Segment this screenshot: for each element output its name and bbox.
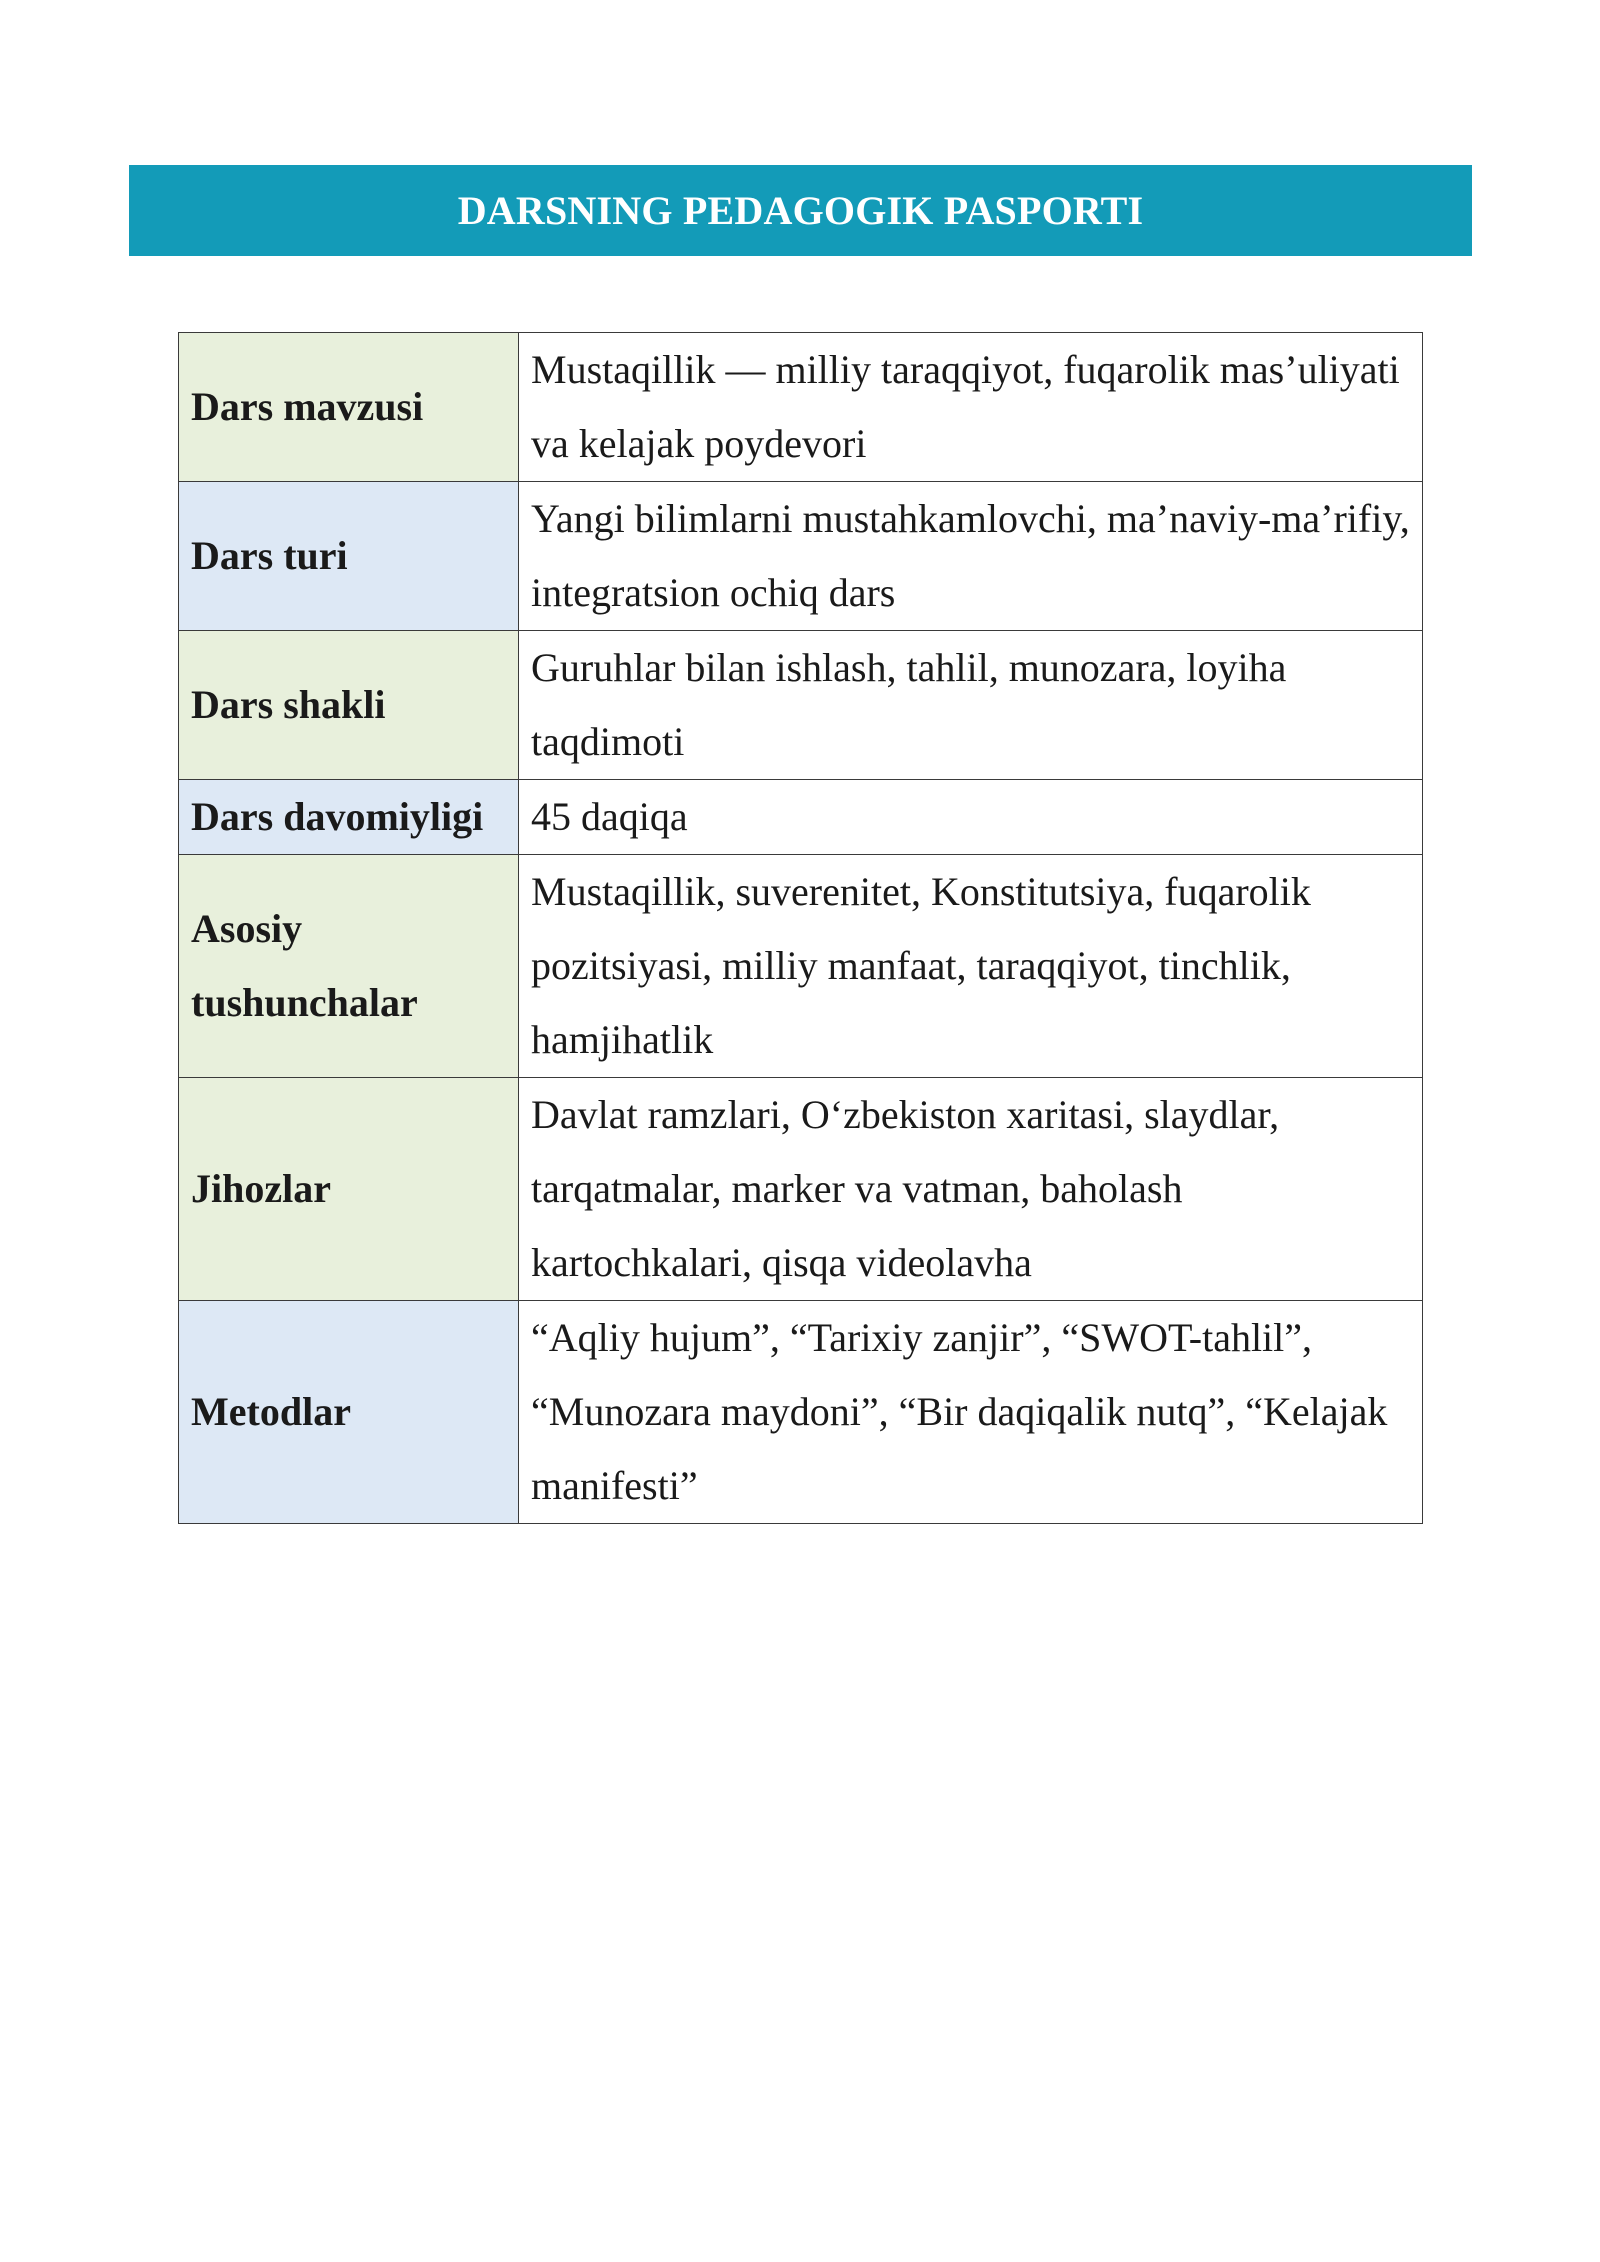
row-label: Dars davomiyligi [179, 780, 519, 855]
row-label: Dars turi [179, 482, 519, 631]
row-value: Mustaqillik, suverenitet, Konstitutsiya, fuqarolik pozitsiyasi, milliy manfaat, taraqqiyot, tinchlik, hamjihatlik [519, 855, 1423, 1078]
row-label: Asosiy tushunchalar [179, 855, 519, 1078]
row-label: Dars mavzusi [179, 333, 519, 482]
table-row [179, 333, 1423, 482]
table-row [179, 482, 1423, 631]
row-label: Metodlar [179, 1301, 519, 1524]
title-banner [129, 165, 1472, 256]
table-row [179, 631, 1423, 780]
table-row [179, 1301, 1423, 1524]
page-title: DARSNING PEDAGOGIK PASPORTI [457, 188, 1144, 233]
row-value: 45 daqiqa [519, 780, 1423, 855]
row-value: Davlat ramzlari, O‘zbekiston xaritasi, slaydlar, tarqatmalar, marker va vatman, baholash kartochkalari, qisqa videolavha [519, 1078, 1423, 1301]
row-value: “Aqliy hujum”, “Tarixiy zanjir”, “SWOT-tahlil”, “Munozara maydoni”, “Bir daqiqalik nutq”, “Kelajak manifesti” [519, 1301, 1423, 1524]
row-label: Jihozlar [179, 1078, 519, 1301]
row-value: Yangi bilimlarni mustahkamlovchi, ma’naviy-ma’rifiy, integratsion ochiq dars [519, 482, 1423, 631]
lesson-passport-table [178, 332, 1423, 1524]
table-row [179, 855, 1423, 1078]
table-row [179, 780, 1423, 855]
row-value: Guruhlar bilan ishlash, tahlil, munozara, loyiha taqdimoti [519, 631, 1423, 780]
row-label: Dars shakli [179, 631, 519, 780]
row-value: Mustaqillik — milliy taraqqiyot, fuqarolik mas’uliyati va kelajak poydevori [519, 333, 1423, 482]
table-row [179, 1078, 1423, 1301]
